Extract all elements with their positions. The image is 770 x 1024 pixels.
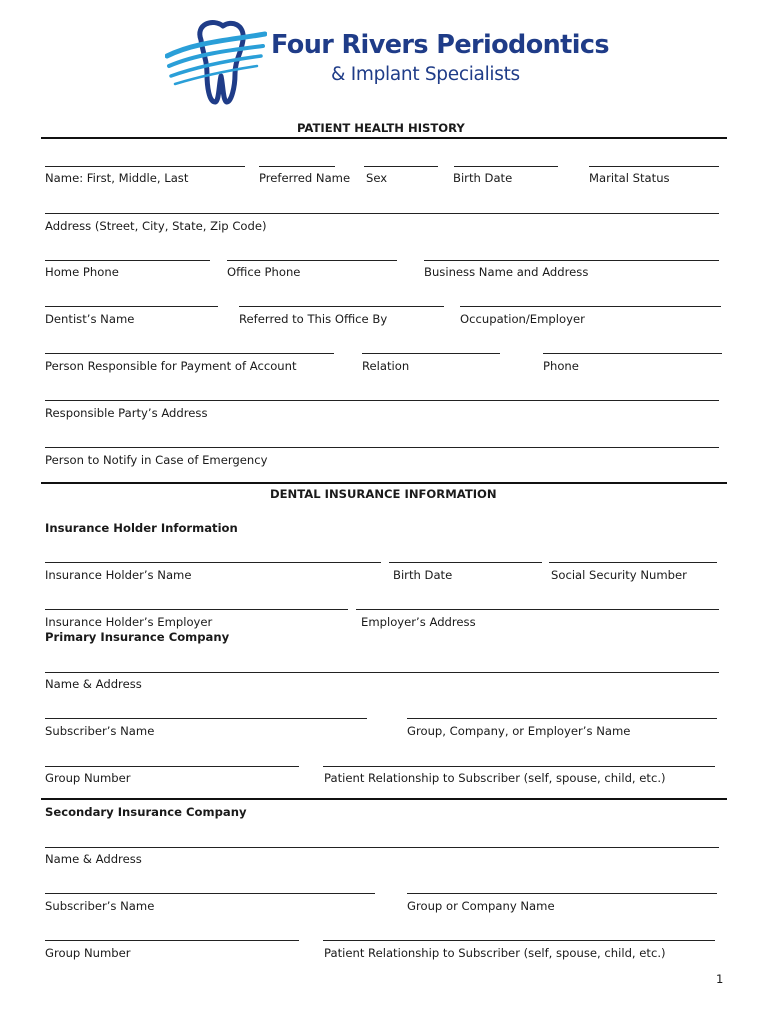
form-title: PATIENT HEALTH HISTORY [297,121,465,135]
responsible-address-field[interactable] [45,400,719,401]
page-number: 1 [716,972,724,986]
address-label: Address (Street, City, State, Zip Code) [45,219,267,233]
birth-date-label: Birth Date [453,171,513,185]
phone-label: Phone [543,359,579,373]
primary-group-number-field[interactable] [45,766,299,767]
responsible-label: Person Responsible for Payment of Account [45,359,297,373]
sex-label: Sex [366,171,388,185]
holder-birth-label: Birth Date [393,568,453,582]
occupation-label: Occupation/Employer [460,312,585,326]
marital-status-field[interactable] [589,166,719,167]
secondary-relationship-field[interactable] [323,940,715,941]
secondary-rule [41,798,727,800]
primary-group-company-field[interactable] [407,718,717,719]
primary-heading: Primary Insurance Company [45,630,230,644]
secondary-relationship-label: Patient Relationship to Subscriber (self, spouse, child, etc.) [324,946,666,960]
secondary-name-field[interactable] [45,847,719,848]
relation-label: Relation [362,359,410,373]
home-phone-field[interactable] [45,260,210,261]
name-label: Name: First, Middle, Last [45,171,189,185]
secondary-name-label: Name & Address [45,852,142,866]
holder-ssn-label: Social Security Number [551,568,687,582]
holder-ssn-field[interactable] [549,562,717,563]
home-phone-label: Home Phone [45,265,119,279]
birth-date-field[interactable] [454,166,558,167]
secondary-group-number-field[interactable] [45,940,299,941]
emergency-field[interactable] [45,447,719,448]
employer-address-label: Employer’s Address [361,615,476,629]
secondary-group-company-label: Group or Company Name [407,899,555,913]
name-field[interactable] [45,166,245,167]
primary-relationship-field[interactable] [323,766,715,767]
preferred-name-field[interactable] [259,166,335,167]
primary-name-label: Name & Address [45,677,142,691]
holder-name-field[interactable] [45,562,381,563]
secondary-subscriber-label: Subscriber’s Name [45,899,155,913]
primary-group-number-label: Group Number [45,771,131,785]
tooth-logo-icon [165,14,267,106]
holder-name-label: Insurance Holder’s Name [45,568,192,582]
insurance-title: DENTAL INSURANCE INFORMATION [270,487,497,501]
primary-subscriber-field[interactable] [45,718,367,719]
title-rule [41,137,727,139]
primary-subscriber-label: Subscriber’s Name [45,724,155,738]
responsible-address-label: Responsible Party’s Address [45,406,208,420]
logo-name: Four Rivers Periodontics [271,30,610,60]
dentist-field[interactable] [45,306,218,307]
emergency-label: Person to Notify in Case of Emergency [45,453,268,467]
occupation-field[interactable] [460,306,721,307]
insurance-rule [41,482,727,484]
primary-group-company-label: Group, Company, or Employer’s Name [407,724,631,738]
secondary-subscriber-field[interactable] [45,893,375,894]
employer-address-field[interactable] [356,609,719,610]
logo-subtitle: & Implant Specialists [331,64,520,85]
business-field[interactable] [424,260,719,261]
marital-status-label: Marital Status [589,171,670,185]
referred-label: Referred to This Office By [239,312,388,326]
holder-heading: Insurance Holder Information [45,521,238,535]
primary-name-field[interactable] [45,672,719,673]
business-label: Business Name and Address [424,265,589,279]
phone-field[interactable] [543,353,722,354]
holder-birth-field[interactable] [389,562,542,563]
secondary-group-company-field[interactable] [407,893,717,894]
responsible-field[interactable] [45,353,334,354]
sex-field[interactable] [364,166,438,167]
dentist-label: Dentist’s Name [45,312,135,326]
address-field[interactable] [45,213,719,214]
referred-field[interactable] [239,306,444,307]
primary-relationship-label: Patient Relationship to Subscriber (self, spouse, child, etc.) [324,771,666,785]
office-phone-field[interactable] [227,260,397,261]
holder-employer-label: Insurance Holder’s Employer [45,615,213,629]
secondary-group-number-label: Group Number [45,946,131,960]
secondary-heading: Secondary Insurance Company [45,805,247,819]
holder-employer-field[interactable] [45,609,348,610]
preferred-name-label: Preferred Name [259,171,351,185]
relation-field[interactable] [362,353,500,354]
office-phone-label: Office Phone [227,265,301,279]
